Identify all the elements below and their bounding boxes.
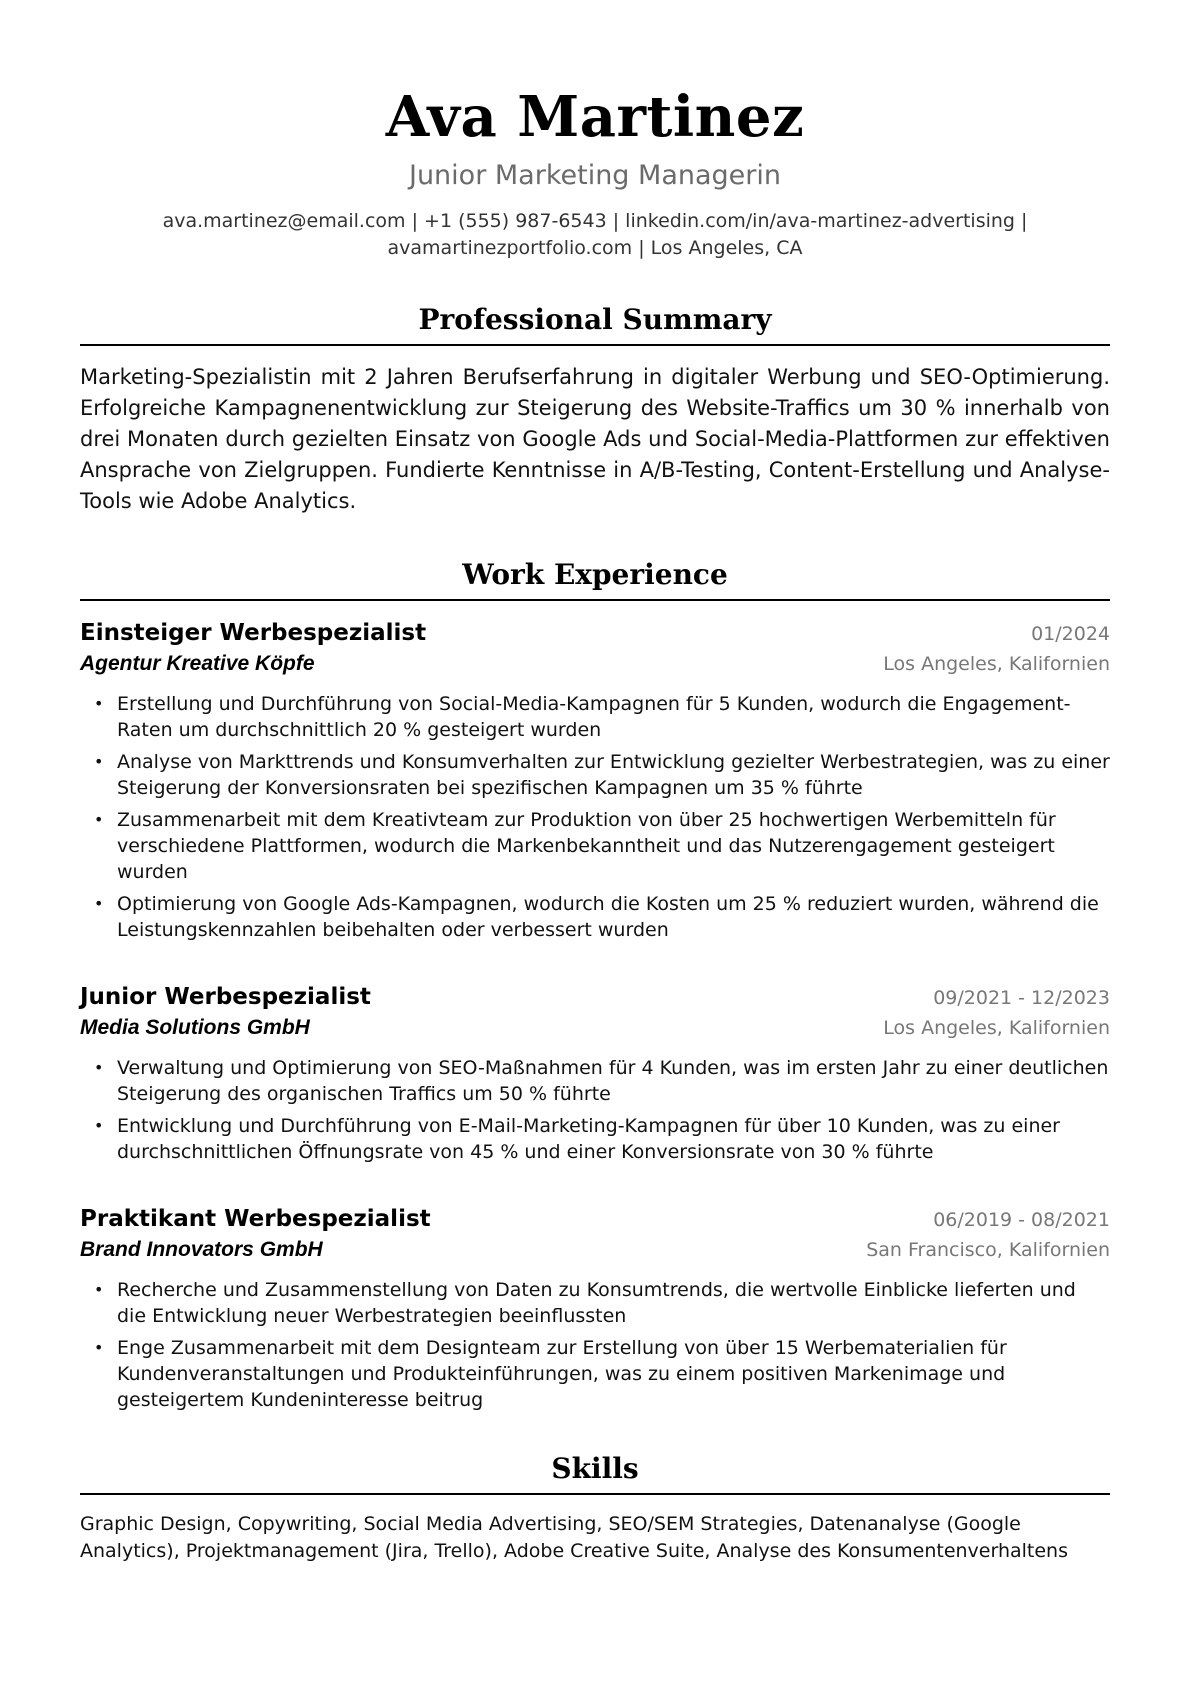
- summary-heading: Professional Summary: [80, 302, 1110, 346]
- bullet-icon: •: [94, 810, 104, 829]
- resume-header: [80, 82, 1110, 262]
- skills-section: [80, 1451, 1110, 1565]
- job-entry: [80, 981, 1110, 1165]
- bullet-icon: •: [94, 1116, 104, 1135]
- summary-section: [80, 302, 1110, 517]
- skills-text: Graphic Design, Copywriting, Social Media Advertising, SEO/SEM Strategies, Datenanalyse (Google Analytics), Projektmanagement (Jira, Trello), Adobe Creative Suite, Analyse des Konsumentenverhaltens: [80, 1513, 1068, 1562]
- skills-heading: Skills: [80, 1451, 1110, 1495]
- bullet-icon: •: [94, 1058, 104, 1077]
- bullet-icon: •: [94, 752, 104, 771]
- list-item: • Enge Zusammenarbeit mit dem Designteam zur Erstellung von über 15 Werbematerialien für Kundenveranstaltungen und Produkteinführungen, was zu einem positiven Markenimage und gesteigertem Kundeninteresse beitrug: [94, 1337, 1007, 1411]
- bullet-icon: •: [94, 1280, 104, 1299]
- job-bullets: [80, 1277, 1110, 1413]
- contact-line-2: avamartinezportfolio.com | Los Angeles, CA: [387, 237, 803, 259]
- job-bullets: [80, 1055, 1110, 1165]
- bullet-icon: •: [94, 1338, 104, 1357]
- job-bullets: [80, 691, 1110, 943]
- job-entry: [80, 1203, 1110, 1413]
- job-entry: [80, 617, 1110, 943]
- job-title: Einsteiger Werbespezialist: [80, 620, 427, 646]
- job-date: 09/2021 - 12/2023: [933, 987, 1110, 1009]
- job-date: 06/2019 - 08/2021: [933, 1209, 1110, 1231]
- job-title: Praktikant Werbespezialist: [80, 1206, 431, 1232]
- job-company: Media Solutions GmbH: [80, 1016, 310, 1039]
- list-item: • Zusammenarbeit mit dem Kreativteam zur Produktion von über 25 hochwertigen Werbemitteln für verschiedene Plattformen, wodurch die Markenbekanntheit und das Nutzerengagement gesteigert wurden: [94, 809, 1056, 883]
- contact-info: [80, 208, 1110, 262]
- experience-heading: Work Experience: [80, 557, 1110, 601]
- summary-text: Marketing-Spezialistin mit 2 Jahren Berufserfahrung in digitaler Werbung und SEO-Optimierung. Erfolgreiche Kampagnenentwicklung zur Steigerung des Website-Traffics um 30 % innerhalb von drei Monaten durch gezielten Einsatz von Google Ads und Social-Media-Plattformen zur effektiven Ansprache von Zielgruppen. Fundierte Kenntnisse in A/B-Testing, Content-Erstellung und Analyse-Tools wie Adobe Analytics.: [80, 365, 1110, 513]
- job-company: Brand Innovators GmbH: [80, 1238, 323, 1261]
- job-date: 01/2024: [1031, 623, 1110, 645]
- list-item: • Recherche und Zusammenstellung von Daten zu Konsumtrends, die wertvolle Einblicke lieferten und die Entwicklung neuer Werbestrategien beeinflussten: [94, 1279, 1076, 1327]
- list-item: • Verwaltung und Optimierung von SEO-Maßnahmen für 4 Kunden, was im ersten Jahr zu einer deutlichen Steigerung des organischen Traffics um 50 % führte: [94, 1057, 1109, 1105]
- candidate-name: Ava Martinez: [385, 84, 805, 150]
- job-company: Agentur Kreative Köpfe: [80, 652, 315, 675]
- contact-line-1: ava.martinez@email.com | +1 (555) 987-6543 | linkedin.com/in/ava-martinez-advertising |: [162, 210, 1028, 232]
- bullet-icon: •: [94, 894, 104, 913]
- job-location: Los Angeles, Kalifornien: [883, 653, 1110, 675]
- job-location: Los Angeles, Kalifornien: [883, 1017, 1110, 1039]
- bullet-icon: •: [94, 694, 104, 713]
- list-item: • Analyse von Markttrends und Konsumverhalten zur Entwicklung gezielter Werbestrategien, was zu einer Steigerung der Konversionsraten bei spezifischen Kampagnen um 35 % führte: [94, 751, 1110, 799]
- list-item: • Erstellung und Durchführung von Social-Media-Kampagnen für 5 Kunden, wodurch die Engagement-Raten um durchschnittlich 20 % gesteigert wurden: [94, 693, 1071, 741]
- candidate-title: Junior Marketing Managerin: [408, 160, 781, 191]
- job-location: San Francisco, Kalifornien: [866, 1239, 1110, 1261]
- experience-section: [80, 557, 1110, 1413]
- list-item: • Entwicklung und Durchführung von E-Mail-Marketing-Kampagnen für über 10 Kunden, was zu einer durchschnittlichen Öffnungsrate von 45 % und einer Konversionsrate von 30 % führte: [94, 1115, 1060, 1163]
- list-item: • Optimierung von Google Ads-Kampagnen, wodurch die Kosten um 25 % reduziert wurden, während die Leistungskennzahlen beibehalten oder verbessert wurden: [94, 893, 1099, 941]
- job-title: Junior Werbespezialist: [80, 984, 371, 1010]
